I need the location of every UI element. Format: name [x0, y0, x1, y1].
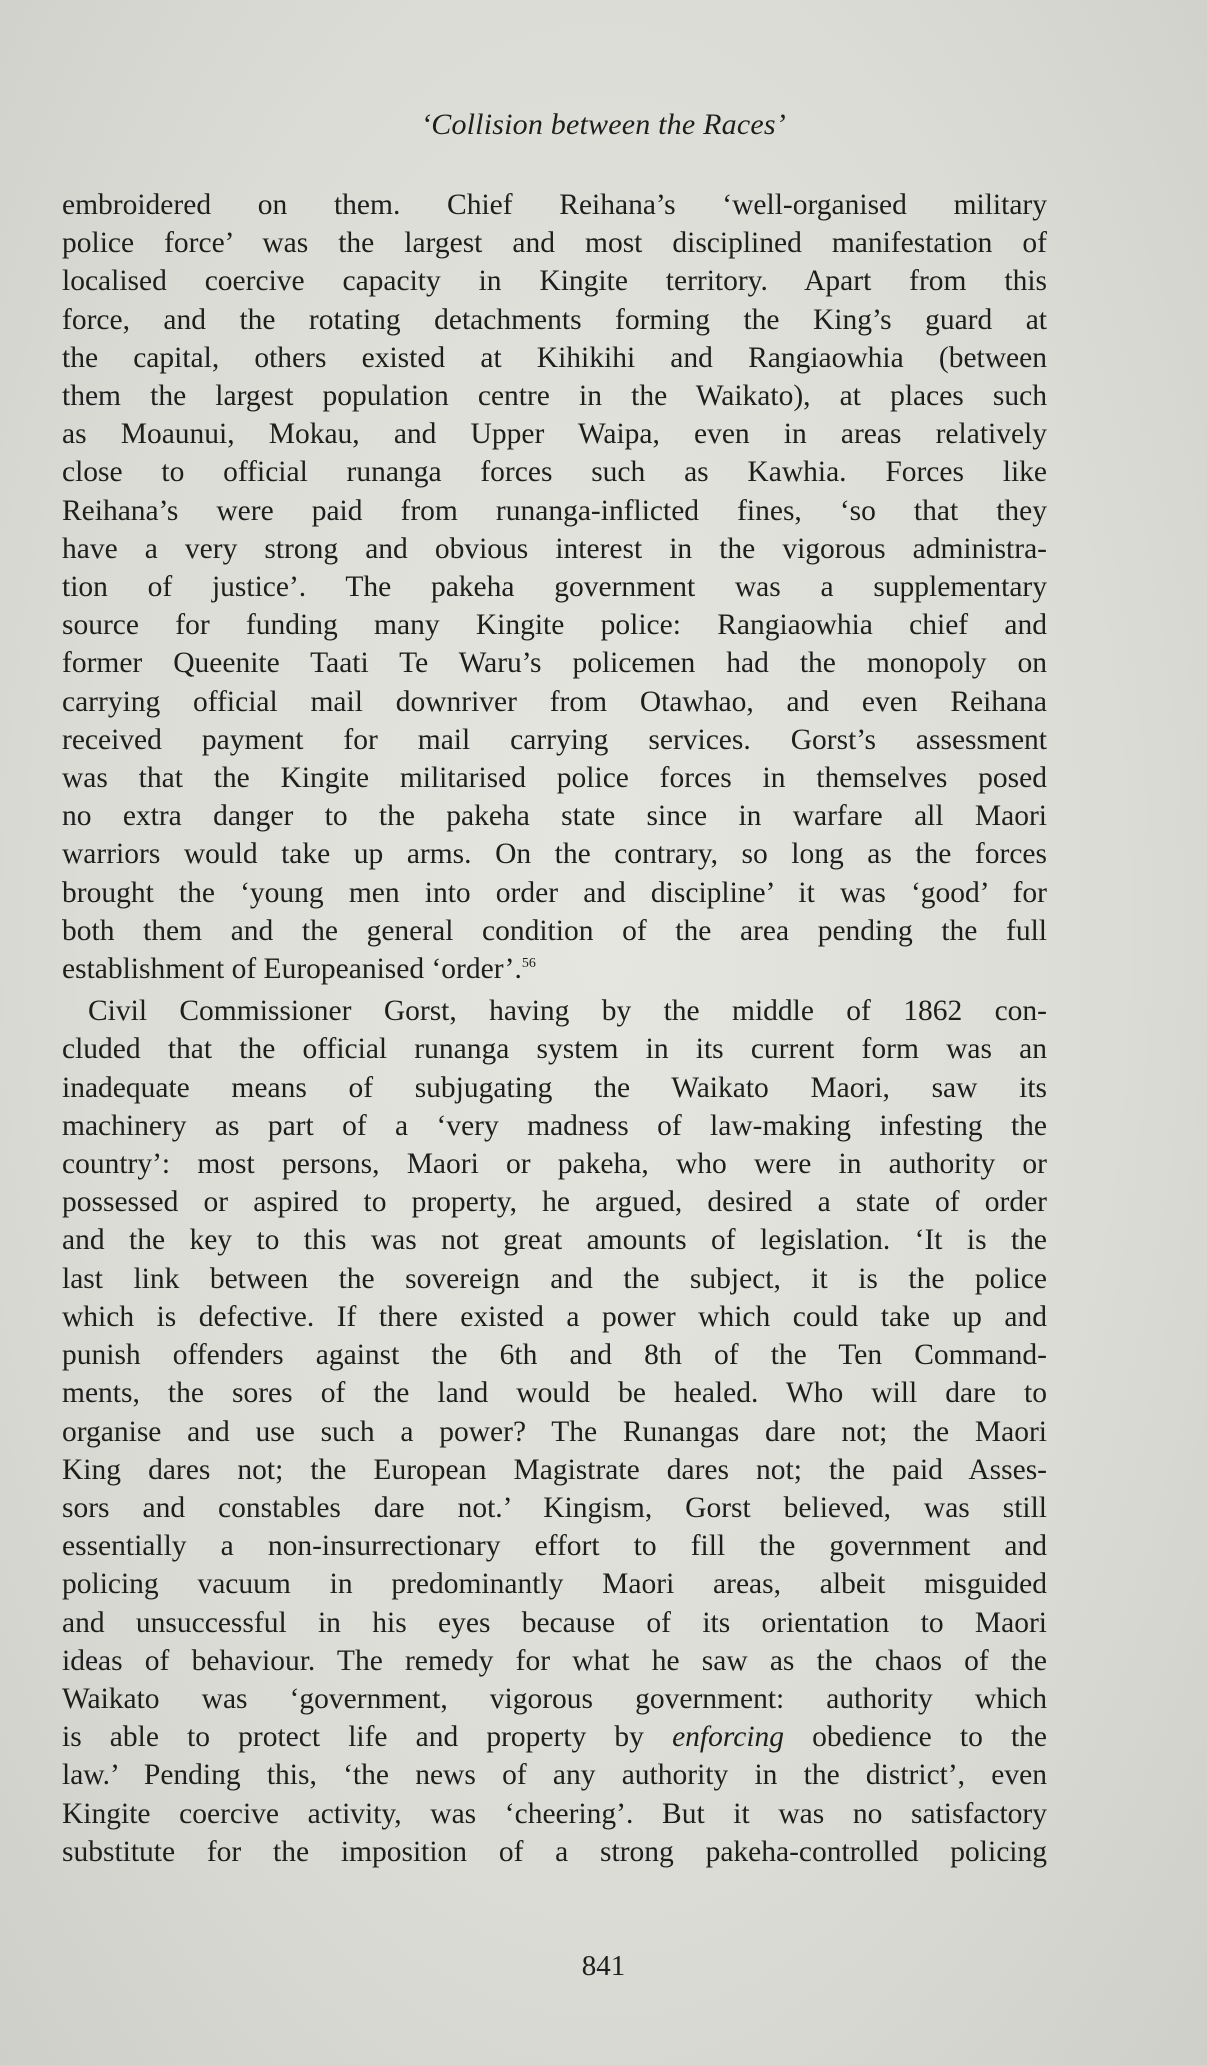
text-line-emphasis: [62, 1718, 1047, 1756]
text-line: former Queenite Taati Te Waru’s policemen had the monopoly on: [62, 647, 1047, 680]
text-line: police force’ was the largest and most disciplined manifestation of: [62, 227, 1047, 260]
text-line: sors and constables dare not.’ Kingism, Gorst believed, was still: [62, 1491, 1047, 1524]
running-head: ‘Collision between the Races’: [421, 108, 786, 141]
text-line: both them and the general condition of the area pending the full: [62, 914, 1047, 947]
text-line: cluded that the official runanga system in its current form was an: [62, 1033, 1047, 1066]
text-line: as Moaunui, Mokau, and Upper Waipa, even in areas relatively: [62, 418, 1047, 451]
text-line: punish offenders against the 6th and 8th of the Ten Command-: [62, 1339, 1047, 1372]
text-line: King dares not; the European Magistrate dares not; the paid Asses-: [62, 1453, 1047, 1486]
text-line: ideas of behaviour. The remedy for what he saw as the chaos of the: [62, 1644, 1047, 1677]
text-line: close to official runanga forces such as Kawhia. Forces like: [62, 456, 1047, 489]
text-line: was that the Kingite militarised police forces in themselves posed: [62, 762, 1047, 795]
text-line: Waikato was ‘government, vigorous government: authority which: [62, 1682, 1047, 1715]
text-line: ments, the sores of the land would be healed. Who will dare to: [62, 1377, 1047, 1410]
text-line: Reihana’s were paid from runanga-inflicted fines, ‘so that they: [62, 494, 1047, 527]
text-line: law.’ Pending this, ‘the news of any authority in the district’, even: [62, 1759, 1047, 1792]
text-line: policing vacuum in predominantly Maori areas, albeit misguided: [62, 1568, 1047, 1601]
text-line: source for funding many Kingite police: Rangiaowhia chief and: [62, 609, 1047, 642]
paragraph-2: [62, 992, 1047, 1871]
text-segment: is able to protect life and property by: [62, 1721, 673, 1754]
body-text: [62, 186, 1047, 1871]
paragraph-1: [62, 186, 1047, 988]
text-line: possessed or aspired to property, he argued, desired a state of order: [62, 1186, 1047, 1219]
text-line: them the largest population centre in the Waikato), at places such: [62, 380, 1047, 413]
text-line: brought the ‘young men into order and discipline’ it was ‘good’ for: [62, 876, 1047, 909]
text-line: Kingite coercive activity, was ‘cheering’. But it was no satisfactory: [62, 1797, 1047, 1830]
text-line: inadequate means of subjugating the Waikato Maori, saw its: [62, 1071, 1047, 1104]
page-number: 841: [581, 1950, 626, 1982]
text-line: last link between the sovereign and the subject, it is the police: [62, 1262, 1047, 1295]
text-line: machinery as part of a ‘very madness of law-making infesting the: [62, 1109, 1047, 1142]
footnote-marker: 56: [521, 956, 536, 972]
text-line: which is defective. If there existed a power which could take up and: [62, 1300, 1047, 1333]
text-line: substitute for the imposition of a strong pakeha-controlled policing: [62, 1835, 1047, 1868]
text-line: embroidered on them. Chief Reihana’s ‘well-organised military: [62, 189, 1047, 221]
text-line: tion of justice’. The pakeha government was a supplementary: [62, 571, 1047, 604]
text-line: carrying official mail downriver from Otawhao, and even Reihana: [62, 685, 1047, 718]
text-line: essentially a non-insurrectionary effort to fill the government and: [62, 1530, 1047, 1563]
emphasized-word: enforcing: [672, 1721, 785, 1754]
text-line: warriors would take up arms. On the contrary, so long as the forces: [62, 838, 1047, 871]
text-line: and unsuccessful in his eyes because of its orientation to Maori: [62, 1606, 1047, 1639]
text-line: force, and the rotating detachments forming the King’s guard at: [62, 303, 1047, 336]
text-line: and the key to this was not great amounts of legislation. ‘It is the: [62, 1224, 1047, 1257]
text-segment: obedience to the: [784, 1721, 1048, 1754]
text-line: have a very strong and obvious interest in the vigorous administra-: [62, 532, 1047, 565]
text-line: organise and use such a power? The Runangas dare not; the Maori: [62, 1415, 1047, 1448]
text-line: localised coercive capacity in Kingite territory. Apart from this: [62, 265, 1047, 298]
text-line: Civil Commissioner Gorst, having by the middle of 1862 con-: [88, 995, 1047, 1028]
last-line-text: establishment of Europeanised ‘order’.: [62, 953, 522, 986]
text-line: received payment for mail carrying services. Gorst’s assessment: [62, 723, 1047, 756]
text-line: country’: most persons, Maori or pakeha, who were in authority or: [62, 1148, 1047, 1181]
text-line-last: [62, 950, 1047, 988]
text-line: the capital, others existed at Kihikihi and Rangiaowhia (between: [62, 341, 1047, 374]
text-line: no extra danger to the pakeha state since in warfare all Maori: [62, 800, 1047, 833]
